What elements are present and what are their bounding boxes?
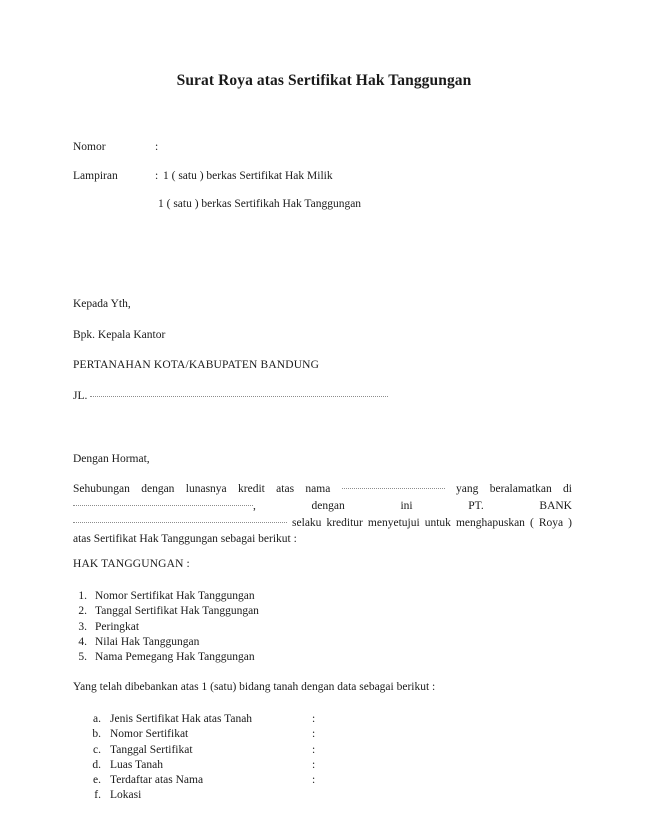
land-data-lead-line: Yang telah dibebankan atas 1 (satu) bidang tanah dengan data sebagai berikut : <box>73 681 436 693</box>
list-item <box>73 743 543 758</box>
list-item-marker: d. <box>92 758 101 771</box>
list-item-marker: 3. <box>78 620 87 633</box>
list-item-label: Peringkat <box>95 620 140 633</box>
list-item-label: Nomor Sertifikat <box>110 728 189 741</box>
list-item-marker: 2. <box>78 605 87 618</box>
list-item-marker: 4. <box>78 635 87 648</box>
metadata-separator-lampiran: : <box>155 169 159 182</box>
body-salutation: Dengan Hormat, <box>73 453 150 465</box>
body-text-segment-3: , dengan ini PT. BANK <box>253 499 572 512</box>
list-item-label: Luas Tanah <box>110 758 163 771</box>
list-item-colon: : <box>312 713 316 725</box>
body-text-segment-1: Sehubungan dengan lunasnya kredit atas nama <box>73 483 331 495</box>
list-item-label: Nomor Sertifikat Hak Tanggungan <box>95 590 255 602</box>
list-item <box>73 712 543 727</box>
address-line-street <box>73 389 388 405</box>
list-item-marker: a. <box>93 713 101 725</box>
hak-tanggungan-list <box>73 589 523 665</box>
list-item-colon: : <box>312 743 316 756</box>
list-item <box>73 758 543 773</box>
body-text-segment-4: selaku kreditur menyetujui untuk menghapuskan ( Roya ) atas Sertifikat Hak Tanggungan sebagai berikut : <box>73 516 572 546</box>
metadata-value-lampiran: 1 ( satu ) berkas Sertifikat Hak Milik <box>163 169 333 182</box>
metadata-label-lampiran: Lampiran <box>73 169 118 182</box>
metadata-separator-nomor: : <box>155 141 159 153</box>
list-item-colon: : <box>312 758 316 771</box>
list-item-label: Terdaftar atas Nama <box>110 774 204 787</box>
list-item-label: Tanggal Sertifikat Hak Tanggungan <box>95 605 259 618</box>
list-item <box>73 727 543 742</box>
address-line-kepada-yth: Kepada Yth, <box>73 298 131 310</box>
list-item <box>73 604 523 619</box>
section-heading-hak-tanggungan: HAK TANGGUNGAN : <box>73 558 190 570</box>
list-item <box>73 773 543 788</box>
address-line-kepala-kantor: Bpk. Kepala Kantor <box>73 328 166 341</box>
list-item <box>73 620 523 635</box>
debtor-address-blank <box>73 504 253 506</box>
metadata-label-nomor: Nomor <box>73 141 106 153</box>
recipient-address-block <box>73 297 583 404</box>
list-item-marker: 5. <box>78 651 87 664</box>
body-paragraph <box>73 481 572 548</box>
address-line-pertanahan: PERTANAHAN KOTA/KABUPATEN BANDUNG <box>73 359 320 372</box>
metadata-row-lampiran <box>73 169 573 185</box>
list-item-label: Nilai Hak Tanggungan <box>95 635 200 648</box>
list-item <box>73 650 523 665</box>
land-data-list <box>73 712 543 804</box>
metadata-lampiran-continuation: 1 ( satu ) berkas Sertifikah Hak Tanggungan <box>158 198 362 211</box>
list-item <box>73 788 543 803</box>
list-item-marker: f. <box>94 789 101 802</box>
metadata-row-nomor <box>73 140 573 156</box>
page-title: Surat Roya atas Sertifikat Hak Tanggungan <box>176 72 472 89</box>
list-item-label: Jenis Sertifikat Hak atas Tanah <box>110 713 253 725</box>
debtor-name-blank <box>342 487 445 489</box>
list-item-marker: b. <box>92 728 101 741</box>
street-label: JL. <box>73 389 88 402</box>
metadata-value-nomor <box>163 140 573 156</box>
list-item-label: Tanggal Sertifikat <box>110 743 193 756</box>
list-item <box>73 589 523 604</box>
list-item-marker: c. <box>93 743 101 756</box>
list-item-colon: : <box>312 728 316 741</box>
letter-metadata <box>73 140 573 213</box>
list-item <box>73 635 523 650</box>
list-item-marker: e. <box>93 774 101 787</box>
body-text-segment-2: yang beralamatkan di <box>456 483 572 495</box>
list-item-label: Lokasi <box>110 789 142 802</box>
list-item-label: Nama Pemegang Hak Tanggungan <box>95 651 255 664</box>
list-item-marker: 1. <box>78 590 87 602</box>
bank-name-blank <box>73 521 287 523</box>
street-blank-fill <box>90 395 388 397</box>
list-item-colon: : <box>312 774 316 787</box>
